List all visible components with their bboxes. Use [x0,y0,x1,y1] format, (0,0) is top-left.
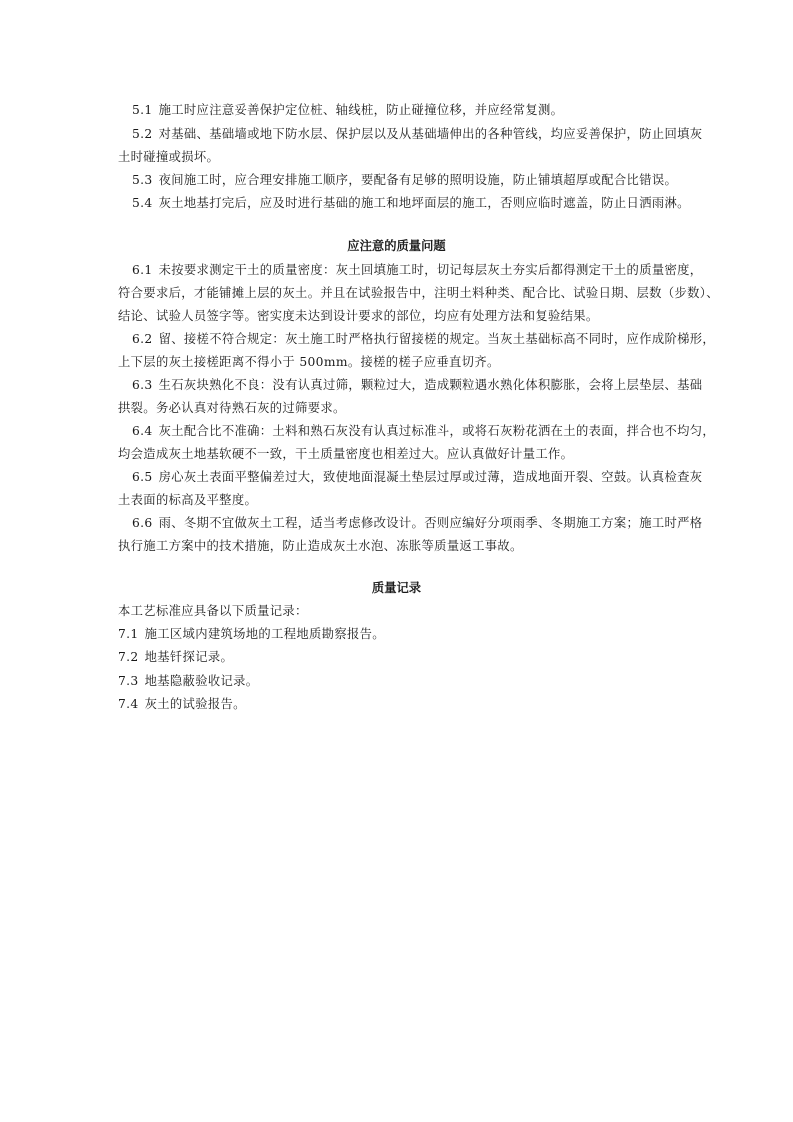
records-intro: 本工艺标准应具备以下质量记录： [118,604,308,618]
item-number: 6.4 [132,424,153,438]
item-text: 房心灰土表面平整偏差过大，致使地面混凝土垫层过厚或过薄，造成地面开裂、空鼓。认真检查灰 [158,470,703,484]
item-text: 留、接槎不符合规定：灰土施工时严格执行留接槎的规定。当灰土基础标高不同时，应作成阶梯形， [158,332,716,346]
item-text: 对基础、基础墙或地下防水层、保护层以及从基础墙伸出的各种管线，均应妥善保护，防止回填灰 [158,127,703,141]
item-6-1-cont: 结论、试验人员签字等。密实度未达到设计要求的部位，均应有处理方法和复验结果。 [118,309,599,323]
item-number: 6.6 [132,516,153,530]
item-6-2-cont: 上下层的灰土接槎距离不得小于 500mm。接槎的槎子应垂直切齐。 [118,355,500,369]
item-number: 5.4 [132,196,153,210]
item-text: 雨、冬期不宜做灰土工程，适当考虑修改设计。否则应编好分项雨季、冬期施工方案；施工时严格 [158,516,703,530]
item-7-2 [118,649,675,665]
item-number: 6.1 [132,263,153,277]
item-text: 灰土的试验报告。 [144,697,246,711]
item-6-1 [118,262,703,278]
section-heading-quality-records: 质量记录 [371,581,422,595]
item-text: 地基隐蔽验收记录。 [144,674,259,688]
item-text: 施工区域内建筑场地的工程地质勘察报告。 [144,627,385,641]
item-number: 5.1 [132,103,153,117]
item-number: 7.1 [118,627,139,641]
item-text: 夜间施工时，应合理安排施工顺序，要配备有足够的照明设施，防止铺填超厚或配合比错误。 [158,173,678,187]
item-6-2 [118,331,716,347]
item-text: 灰土地基打完后，应及时进行基础的施工和地坪面层的施工，否则应临时遮盖，防止日洒雨淋。 [158,196,690,210]
item-6-5 [118,469,703,485]
item-7-3 [118,673,675,689]
item-5-2-cont: 土时碰撞或损坏。 [118,150,220,164]
item-6-4 [118,423,716,439]
item-text: 施工时应注意妥善保护定位桩、轴线桩，防止碰撞位移，并应经常复测。 [158,103,564,117]
item-5-3 [118,172,689,188]
item-number: 5.3 [132,173,153,187]
item-5-4 [118,195,689,211]
item-number: 6.2 [132,332,153,346]
item-7-1 [118,626,675,642]
item-number: 7.3 [118,674,139,688]
item-number: 7.4 [118,697,139,711]
item-6-6 [118,515,703,531]
section-heading-quality-issues: 应注意的质量问题 [347,239,446,253]
item-text: 地基钎探记录。 [144,650,234,664]
item-5-2 [118,126,703,142]
item-6-3-cont: 拱裂。务必认真对待熟石灰的过筛要求。 [118,401,346,415]
item-number: 6.3 [132,378,153,392]
item-6-6-cont: 执行施工方案中的技术措施，防止造成灰土水泡、冻胀等质量返工事故。 [118,539,523,553]
item-number: 7.2 [118,650,139,664]
item-number: 5.2 [132,127,153,141]
item-text: 生石灰块熟化不良：没有认真过筛，颗粒过大，造成颗粒遇水熟化体积膨胀，会将上层垫层、基础 [158,378,703,392]
item-text: 灰土配合比不准确：土料和熟石灰没有认真过标准斗，或将石灰粉花洒在土的表面，拌合也不均匀， [158,424,716,438]
item-6-4-cont: 均会造成灰土地基软硬不一致，干土质量密度也相差过大。应认真做好计量工作。 [118,447,574,461]
item-6-3 [118,377,703,393]
item-number: 6.5 [132,470,153,484]
item-6-1-cont: 符合要求后，才能铺摊上层的灰土。并且在试验报告中，注明土料种类、配合比、试验日期、层数（步数）、 [118,286,719,300]
item-text: 未按要求测定干土的质量密度：灰土回填施工时，切记每层灰土夯实后都得测定干土的质量密度， [158,263,703,277]
item-7-4 [118,696,675,712]
item-5-1 [118,102,689,118]
item-6-5-cont: 土表面的标高及平整度。 [118,493,258,507]
